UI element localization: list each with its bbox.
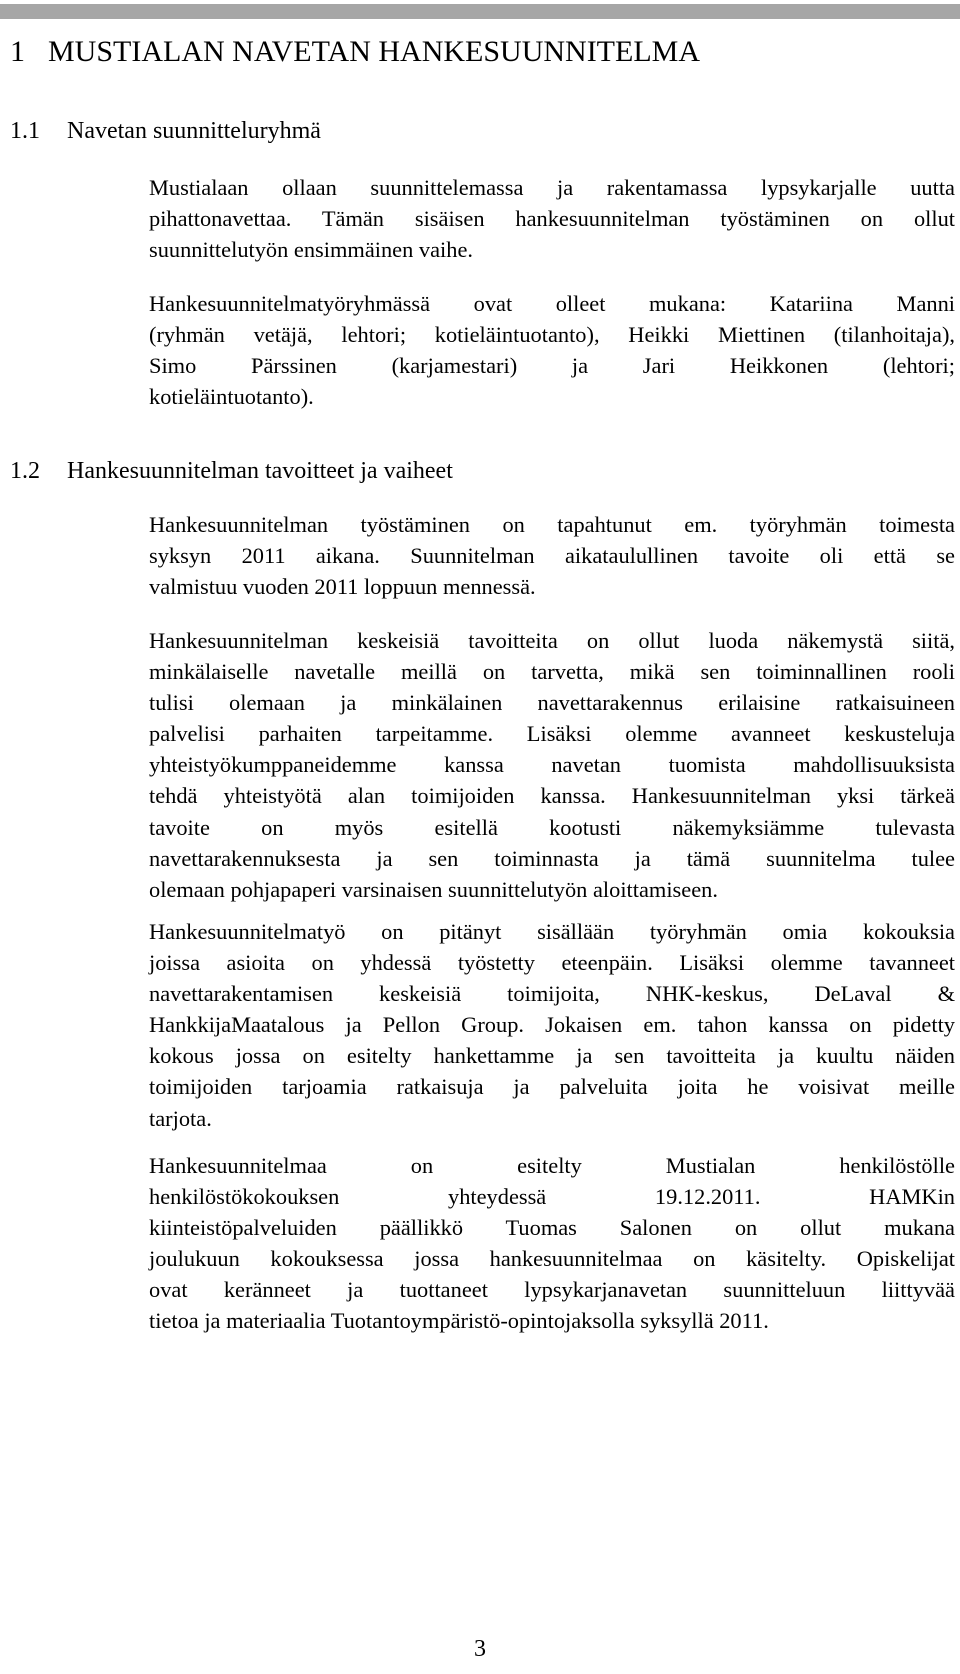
text-line: joissa asioita on yhdessä työstetty eteenpäin. Lisäksi olemme tavanneet xyxy=(149,950,955,976)
text-line: Mustialaan ollaan suunnittelemassa ja rakentamassa lypsykarjalle uutta xyxy=(149,175,955,200)
text-line: kokous jossa on esitelty hankettamme ja sen tavoitteita ja kuultu näiden xyxy=(149,1043,955,1069)
text-line: Simo Pärssinen (karjamestari) ja Jari Heikkonen (lehtori; xyxy=(149,353,955,379)
main-heading xyxy=(10,32,700,72)
text-line: Hankesuunnitelmatyöryhmässä ovat olleet mukana: Katariina Manni xyxy=(149,291,955,316)
text-line: kotieläintuotanto). xyxy=(149,384,314,410)
section-title: Hankesuunnitelman tavoitteet ja vaiheet xyxy=(67,458,453,484)
text-line: navettarakennuksesta ja sen toiminnasta ja tämä suunnitelma tulee xyxy=(149,845,955,871)
paragraph-presentation xyxy=(149,1150,955,1337)
text-line: Hankesuunnitelmaa on esitelty Mustialan henkilöstölle xyxy=(149,1153,955,1178)
main-heading-title: MUSTIALAN NAVETAN HANKESUUNNITELMA xyxy=(48,35,701,68)
text-line: henkilöstökokouksen yhteydessä 19.12.2011. HAMKin xyxy=(149,1184,955,1210)
text-line: suunnittelutyön ensimmäinen vaihe. xyxy=(149,237,473,263)
text-line: palvelisi parhaiten tarpeitamme. Lisäksi olemme avanneet keskusteluja xyxy=(149,721,955,747)
text-line: olemaan pohjapaperi varsinaisen suunnittelutyön aloittamiseen. xyxy=(149,876,718,902)
text-line: yhteistyökumppaneidemme kanssa navetan tuomista mahdollisuuksista xyxy=(149,752,955,778)
text-line: HankkijaMaatalous ja Pellon Group. Jokaisen em. tahon kanssa on pidetty xyxy=(149,1012,955,1038)
text-line: tavoite on myös esitellä kootusti näkemyksiämme tulevasta xyxy=(149,814,955,840)
paragraph-intro xyxy=(149,172,955,265)
text-line: joulukuun kokouksessa jossa hankesuunnitelmaa on käsitelty. Opiskelijat xyxy=(149,1246,955,1272)
text-line: Hankesuunnitelman työstäminen on tapahtunut em. työryhmän toimesta xyxy=(149,512,955,537)
page-number: 3 xyxy=(474,1636,486,1662)
text-line: tarjota. xyxy=(149,1105,212,1131)
text-line: ovat keränneet ja tuottaneet lypsykarjanavetan suunnitteluun liittyvää xyxy=(149,1277,955,1303)
text-line: tehdä yhteistyötä alan toimijoiden kanssa. Hankesuunnitelman yksi tärkeä xyxy=(149,783,955,809)
paragraph-schedule xyxy=(149,509,955,602)
section-number: 1.2 xyxy=(10,458,40,484)
text-line: navettarakentamisen keskeisiä toimijoita, NHK-keskus, DeLaval & xyxy=(149,981,955,1007)
section-heading-1-2 xyxy=(10,455,453,487)
text-line: Hankesuunnitelman keskeisiä tavoitteita on ollut luoda näkemystä siitä, xyxy=(149,628,955,653)
section-number: 1.1 xyxy=(10,118,40,144)
section-heading-1-1 xyxy=(10,115,321,147)
text-line: toimijoiden tarjoamia ratkaisuja ja palveluita joita he voisivat meille xyxy=(149,1074,955,1100)
paragraph-meetings xyxy=(149,916,955,1134)
main-heading-number: 1 xyxy=(10,35,25,68)
text-line: tulisi olemaan ja minkälainen navettarakennus erilaisine ratkaisuineen xyxy=(149,690,955,716)
text-line: tietoa ja materiaalia Tuotantoympäristö-opintojaksolla syksyllä 2011. xyxy=(149,1308,769,1334)
text-line: kiinteistöpalveluiden päällikkö Tuomas Salonen on ollut mukana xyxy=(149,1215,955,1241)
text-line: pihattonavettaa. Tämän sisäisen hankesuunnitelman työstäminen on ollut xyxy=(149,206,955,232)
section-title: Navetan suunnitteluryhmä xyxy=(67,118,321,144)
text-line: minkälaiselle navetalle meillä on tarvetta, mikä sen toiminnallinen rooli xyxy=(149,659,955,685)
text-line: syksyn 2011 aikana. Suunnitelman aikataulullinen tavoite oli että se xyxy=(149,543,955,569)
text-line: valmistuu vuoden 2011 loppuun mennessä. xyxy=(149,574,536,600)
header-rule xyxy=(0,4,960,19)
paragraph-team xyxy=(149,288,955,412)
paragraph-goals xyxy=(149,625,955,905)
text-line: (ryhmän vetäjä, lehtori; kotieläintuotanto), Heikki Miettinen (tilanhoitaja), xyxy=(149,322,955,348)
text-line: Hankesuunnitelmatyö on pitänyt sisällään työryhmän omia kokouksia xyxy=(149,919,955,944)
